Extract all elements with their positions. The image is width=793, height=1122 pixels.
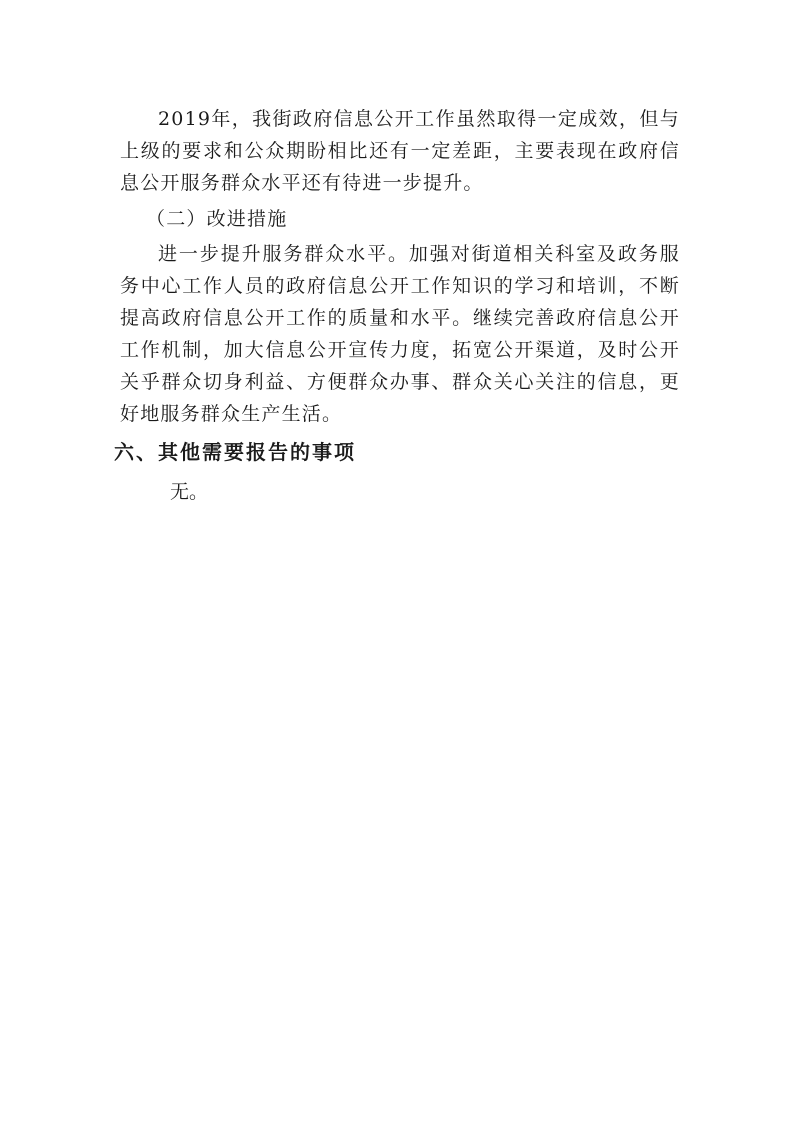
section-six-heading: 六、其他需要报告的事项 <box>114 440 356 464</box>
paragraph-shortcomings: 2019年，我街政府信息公开工作虽然取得一定成效，但与上级的要求和公众期盼相比还有一定差距，主要表现在政府信息公开服务群众水平还有待进一步提升。 <box>120 108 680 194</box>
document-body <box>114 103 680 508</box>
subheading-improvement-measures: （二）改进措施 <box>146 208 288 230</box>
paragraph-improvement-measures: 进一步提升服务群众水平。加强对街道相关科室及政务服务中心工作人员的政府信息公开工作知识的学习和培训，不断提高政府信息公开工作的质量和水平。继续完善政府信息公开工作机制，加大信息公开宣传力度，拓宽公开渠道，及时公开关乎群众切身利益、方便群众办事、群众关心关注的信息，更好地服务群众生产生活。 <box>120 243 680 425</box>
section-six-body: 无。 <box>170 481 209 503</box>
